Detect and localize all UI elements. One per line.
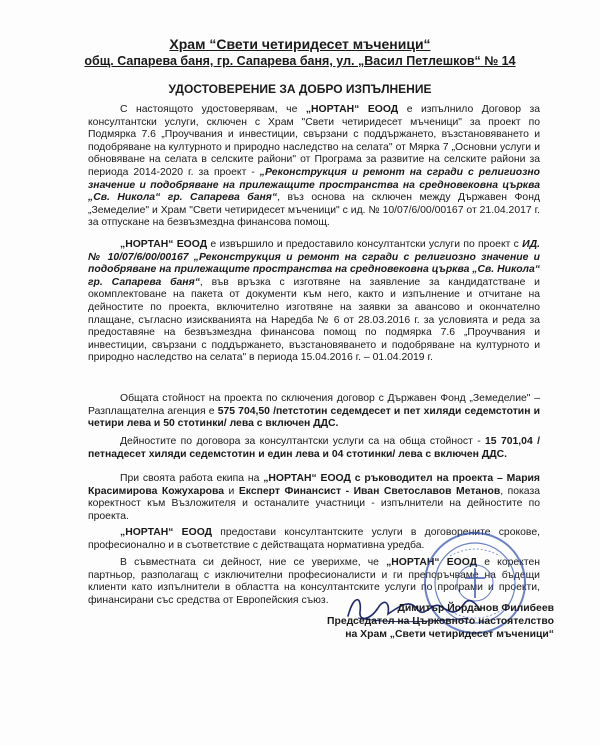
signature-block [294,602,554,641]
signatory-name: Димитър Йорданов Филибеев [397,603,554,614]
paragraph-4: Дейностите по договора за консултантски услуги са на обща стойност - 15 701,04 /петнадесет хиляди седемстотин и един лева и 04 стотинки/ лева с включен ДДС. [88,436,540,460]
organization-title: Храм “Свети четиридесет мъченици“ [169,36,431,52]
document-title: УДОСТОВЕРЕНИЕ ЗА ДОБРО ИЗПЪЛНЕНИЕ [168,82,432,96]
organization-address: общ. Сапарева баня, гр. Сапарева баня, ул. „Васил Петлешков“ № 14 [84,54,516,68]
paragraph-1: С настоящото удостоверявам, че „НОРТАН“ ЕООД е изпълнило Договор за консултантски услуги, сключен с Храм "Свети четиридесет мъченици" за проект по Подмярка 7.6 „Проучвания и инвестиции, свързани с поддържането, възстановяването и подобряване на културното и природно наследство на селата" от Мярка 7 „Основни услуги и обновяване на селата в селските райони" от Програма за развитие на селските райони за периода 2014-2020 г. за проект - „Реконструкция и ремонт на сгради с религиозно значение и подобряване на прилежащите пространства на средновековна църква „Св. Никола“ гр. Сапарева баня“, въз основа на сключен между Държавен Фонд „Земеделие" и Храм "Свети четиридесет мъченици" с ид. № 10/07/6/00/00167 от 21.04.2017 г. за отпускане на безвъзмездна финансова помощ. [88,104,541,229]
paragraph-7: В съвместната си дейност, ние се уверихме, че „НОРТАН“ ЕООД е коректен партньор, разполагащ с изключителни професионалисти и ги препоръчваме на бъдещи клиенти като изпълнители в областта на консултантските услуги по програми и проекти, финансирани със средства от Европейския съюз. [88,557,540,606]
paragraph-5: При своята работа екипа на „НОРТАН“ ЕООД с ръководител на проекта – Мария Красимирова Кожухарова и Експерт Финансист - Иван Светославов Метанов, показа коректност към Възложителя и останалите участници - изпълнители на дейностите по проекта. [88,473,540,522]
paragraph-3: Общата стойност на проекта по сключения договор с Държавен Фонд „Земеделие" – Разплащателна агенция е 575 704,50 /петстотин седемдесет и пет хиляди седемстотин и четири лева и 50 стотинки/ лева с включен ДДС. [88,393,540,430]
paragraph-2: „НОРТАН“ ЕООД е извършило и предоставило консултантски услуги по проект с ИД. № 10/07/6/00/00167 „Реконструкция и ремонт на сгради с религиозно значение и подобряване на прилежащите пространства на средновековна църква „Св. Никола“ гр. Сапарева баня“, във връзка с изготвяне на заявление за кандидатстване и окомплектоване на пакета от документи към него, както и изпълнение и отчитане на дейностите по проекта, включително изготвяне на заявки за авансово и окончателно плащане, съгласно изискванията на Наредба № 6 от 28.03.2016 г. за условията и реда за предоставяне на безвъзмездна финансова помощ по подмярка 7.6 „Проучвания и инвестиции, свързани с поддържането, възстановяването и подобряване на културното и природно наследство на селата" в периода 15.04.2016 г. – 01.04.2019 г. [88,239,541,364]
signatory-role: Председател на Църковното настоятелство [327,616,554,627]
paragraph-6: „НОРТАН“ ЕООД предостави консултантските услуги в договорените срокове, професионално и в съответствие с действащата нормативна уредба. [88,527,541,551]
signatory-organization: на Храм „Свети четиридесет мъченици“ [345,629,554,640]
